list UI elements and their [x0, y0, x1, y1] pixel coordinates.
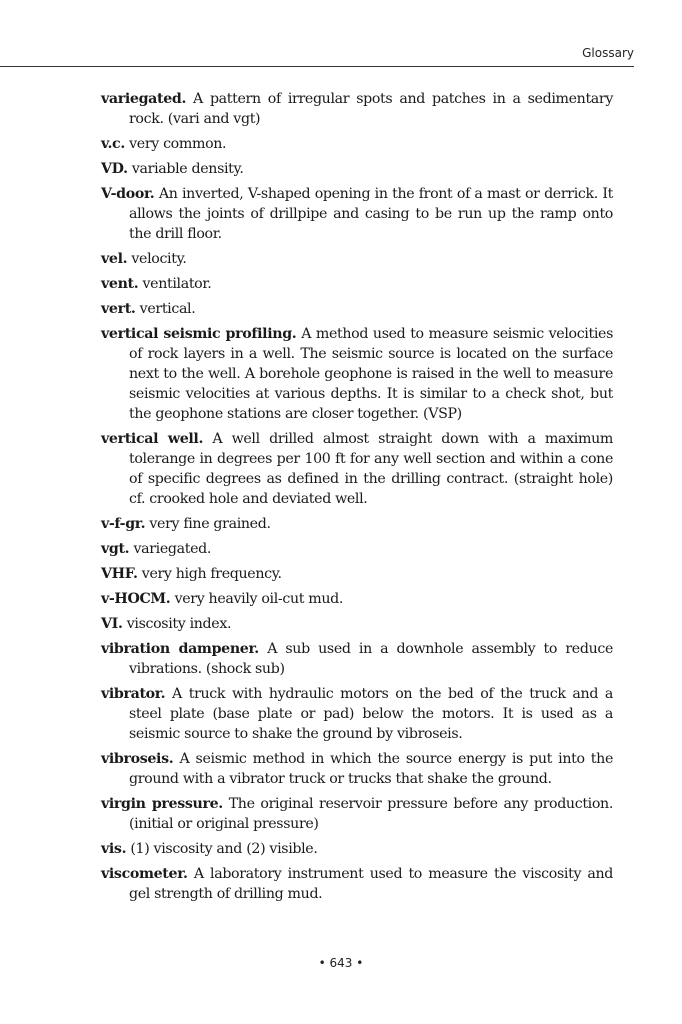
- glossary-definition: velocity.: [131, 251, 187, 267]
- glossary-definition: very heavily oil-cut mud.: [174, 591, 344, 607]
- glossary-term: vert.: [101, 301, 136, 317]
- glossary-term: v.c.: [101, 136, 125, 152]
- glossary-term: vel.: [101, 251, 128, 267]
- glossary-entry: [101, 684, 613, 744]
- glossary-definition: ventilator.: [142, 276, 212, 292]
- glossary-entry: [101, 324, 613, 424]
- glossary-definition: A seismic method in which the source energy is put into the ground with a vibrator truck or trucks that shake the ground.: [129, 751, 613, 787]
- glossary-definition: variable density.: [131, 161, 244, 177]
- glossary-entry: [101, 159, 613, 179]
- glossary-definition: A pattern of irregular spots and patches in a sedimentary rock. (vari and vgt): [129, 91, 613, 127]
- glossary-definition: variegated.: [133, 541, 212, 557]
- glossary-entry: [101, 564, 613, 584]
- glossary-definition: A method used to measure seismic velocities of rock layers in a well. The seismic source is located on the surface next to the well. A borehole geophone is raised in the well to measure seismic velocities at various depths. It is similar to a check shot, but the geophone stations are closer together. (VSP): [129, 326, 613, 422]
- glossary-entry: [101, 864, 613, 904]
- glossary-entry: [101, 429, 613, 509]
- glossary-term: vis.: [101, 841, 127, 857]
- glossary-term: variegated.: [101, 91, 187, 107]
- glossary-term: vibroseis.: [101, 751, 174, 767]
- glossary-definition: An inverted, V-shaped opening in the front of a mast or derrick. It allows the joints of drillpipe and casing to be run up the ramp onto the drill floor.: [129, 186, 613, 242]
- glossary-entry: [101, 184, 613, 244]
- glossary-entry: [101, 589, 613, 609]
- glossary-entry: [101, 639, 613, 679]
- header-section-title: Glossary: [582, 46, 634, 60]
- glossary-entry: [101, 794, 613, 834]
- glossary-term: VI.: [101, 616, 123, 632]
- glossary-entries: [101, 89, 613, 909]
- glossary-entry: [101, 299, 613, 319]
- glossary-term: vertical well.: [101, 431, 204, 447]
- glossary-term: vent.: [101, 276, 139, 292]
- glossary-definition: The original reservoir pressure before any production. (initial or original pressure): [129, 796, 613, 832]
- page-number: • 643 •: [318, 956, 364, 970]
- glossary-definition: A laboratory instrument used to measure the viscosity and gel strength of drilling mud.: [129, 866, 613, 902]
- glossary-entry: [101, 134, 613, 154]
- glossary-entry: [101, 749, 613, 789]
- glossary-definition: vertical.: [139, 301, 196, 317]
- glossary-entry: [101, 89, 613, 129]
- glossary-entry: [101, 514, 613, 534]
- glossary-term: vertical seismic profiling.: [101, 326, 297, 342]
- glossary-definition: very fine grained.: [149, 516, 271, 532]
- glossary-entry: [101, 839, 613, 859]
- glossary-term: V-door.: [101, 186, 155, 202]
- glossary-definition: very high frequency.: [141, 566, 282, 582]
- glossary-definition: (1) viscosity and (2) visible.: [130, 841, 318, 857]
- glossary-term: virgin pressure.: [101, 796, 223, 812]
- glossary-term: VD.: [101, 161, 128, 177]
- glossary-definition: very common.: [129, 136, 227, 152]
- glossary-term: viscometer.: [101, 866, 188, 882]
- glossary-term: vgt.: [101, 541, 130, 557]
- glossary-entry: [101, 274, 613, 294]
- glossary-term: vibration dampener.: [101, 641, 259, 657]
- glossary-entry: [101, 249, 613, 269]
- glossary-entry: [101, 614, 613, 634]
- glossary-term: vibrator.: [101, 686, 166, 702]
- header-rule: [0, 66, 634, 67]
- glossary-term: v-f-gr.: [101, 516, 146, 532]
- glossary-definition: A well drilled almost straight down with a maximum tolerange in degrees per 100 ft for any well section and within a cone of specific degrees as defined in the drilling contract. (straight hole) cf. crooked hole and deviated well.: [129, 431, 613, 507]
- glossary-definition: viscosity index.: [126, 616, 232, 632]
- glossary-term: VHF.: [101, 566, 138, 582]
- glossary-definition: A truck with hydraulic motors on the bed of the truck and a steel plate (base plate or pad) below the motors. It is used as a seismic source to shake the ground by vibroseis.: [129, 686, 613, 742]
- glossary-entry: [101, 539, 613, 559]
- glossary-term: v-HOCM.: [101, 591, 171, 607]
- glossary-definition: A sub used in a downhole assembly to reduce vibrations. (shock sub): [129, 641, 613, 677]
- running-header: [0, 46, 634, 66]
